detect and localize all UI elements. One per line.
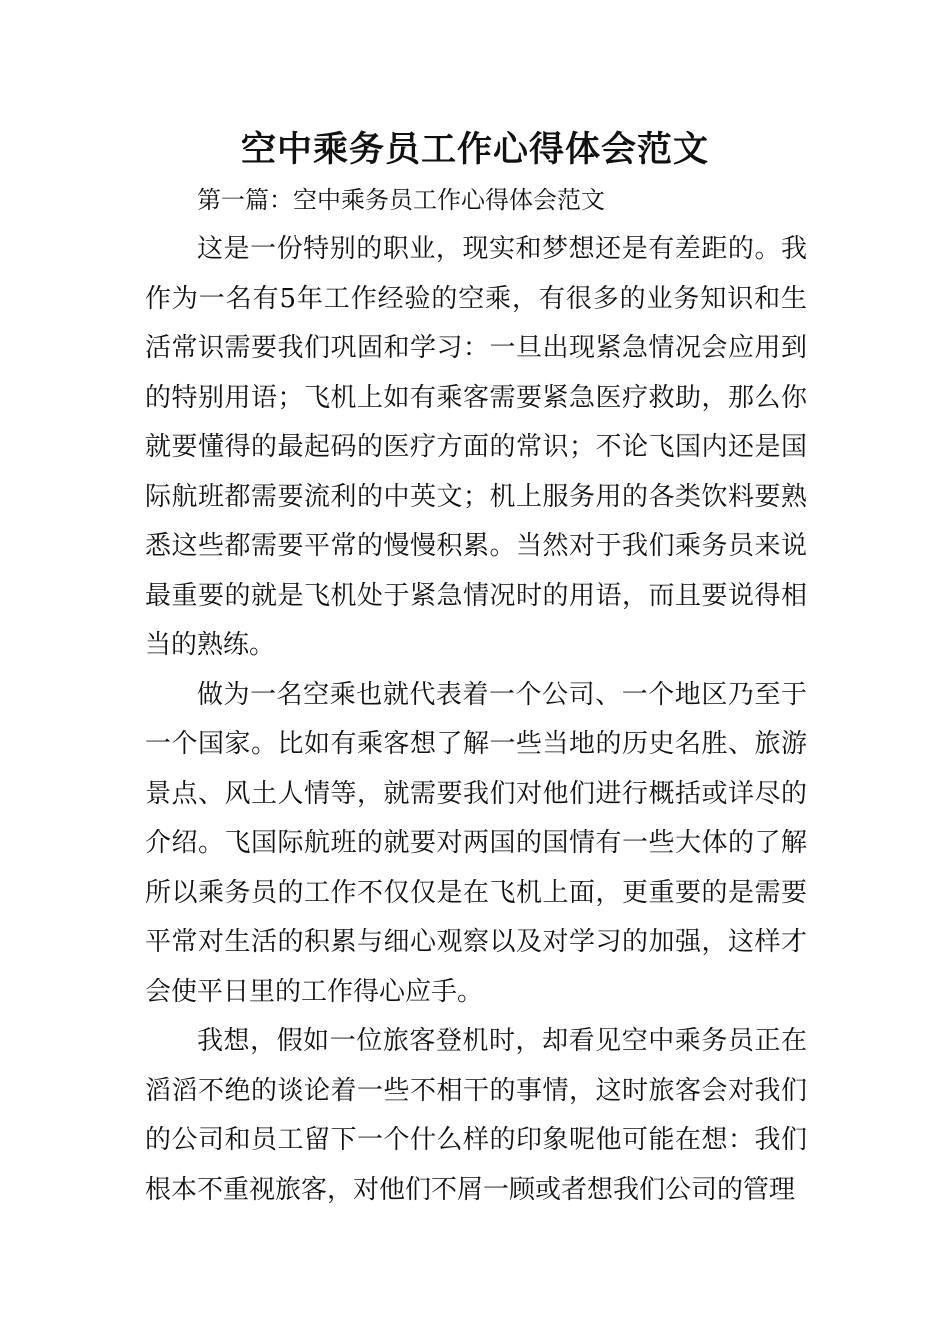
body-paragraph-1: 这是一份特别的职业，现实和梦想还是有差距的。我作为一名有5年工作经验的空乘，有很多的业务知识和生活常识需要我们巩固和学习：一旦出现紧急情况会应用到的特别用语；飞机上如有乘客需要紧急医疗救助，那么你就要懂得的最起码的医疗方面的常识；不论飞国内还是国际航班都需要流利的中英文；机上服务用的各类饮料要熟悉这些都需要平常的慢慢积累。当然对于我们乘务员来说最重要的就是飞机处于紧急情况时的用语，而且要说得相当的熟练。 [145, 234, 807, 660]
document-subtitle: 第一篇：空中乘务员工作心得体会范文 [197, 186, 605, 214]
body-paragraph-2: 做为一名空乘也就代表着一个公司、一个地区乃至于一个国家。比如有乘客想了解一些当地的历史名胜、旅游景点、风土人情等，就需要我们对他们进行概括或详尽的介绍。飞国际航班的就要对两国的国情有一些大体的了解所以乘务员的工作不仅仅是在飞机上面，更重要的是需要平常对生活的积累与细心观察以及对学习的加强，这样才会使平日里的工作得心应手。 [145, 679, 807, 1007]
body-paragraph-3: 我想，假如一位旅客登机时，却看见空中乘务员正在滔滔不绝的谈论着一些不相干的事情，这时旅客会对我们的公司和员工留下一个什么样的印象呢他可能在想：我们根本不重视旅客，对他们不屑一顾或者想我们公司的管理 [145, 1026, 807, 1205]
document-title: 空中乘务员工作心得体会范文 [240, 130, 709, 170]
document-body [145, 225, 807, 1215]
